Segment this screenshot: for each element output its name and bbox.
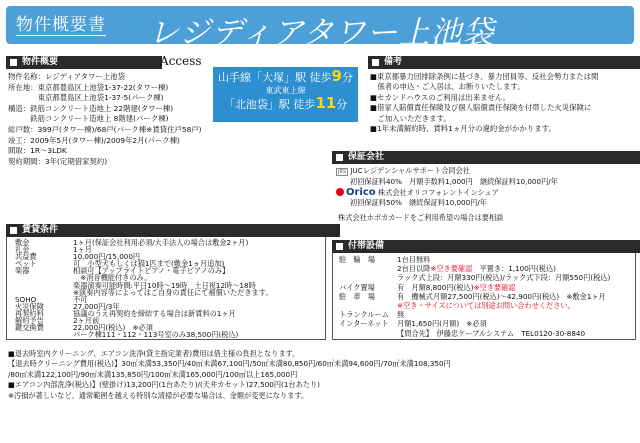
- facility-value: ラック式上段：月額330円(税込)/ラック式下段：月額550円(税込): [397, 273, 611, 283]
- rent-value: 1ヶ月(保証会社利用必須/大手法人の場合は敷金2ヶ月): [73, 238, 249, 247]
- access-line3-unit: 分: [336, 98, 348, 111]
- facilities-list: [333, 253, 635, 338]
- guarantee-note: 株式会社ホポカカードをご利用希望の場合は要相談: [338, 213, 504, 222]
- property-title: レジディアタワー上池袋: [148, 15, 495, 51]
- rent-key: 共益費: [15, 252, 37, 262]
- overview-line: 総戸数：399戸(タワー棟)/68戸(パーク棟※賃貸住戸58戸): [8, 124, 202, 134]
- facility-row: [339, 310, 635, 319]
- remarks-line: ■セカンドハウスのご利用は出来ません。: [370, 92, 511, 102]
- rent-value: 22,000円(税込) ※必須: [73, 323, 153, 333]
- access-line1-unit: 分: [341, 71, 353, 84]
- facility-value: 有 機械式月額27,500円(税込)～42,900円(税込): [397, 291, 560, 301]
- guarantee-company2-terms: 初回保証料50% 継続保証料10,000円/年: [350, 198, 487, 207]
- access-line-kitaikebukuro: [213, 96, 358, 112]
- facility-row: [339, 273, 635, 282]
- header-banner: [6, 6, 634, 51]
- rent-value: 不可: [73, 294, 88, 304]
- facility-value: 1台目無料: [397, 255, 431, 264]
- facility-key: [339, 264, 397, 273]
- facility-row: [339, 292, 635, 301]
- access-station-otsuka: 大塚: [262, 71, 285, 84]
- facility-key: [339, 273, 397, 282]
- rent-key: 解約予告: [15, 316, 44, 326]
- rent-box: [6, 237, 326, 340]
- rent-value: 協議のうえ再契約を締結する場合は新賃料の1ヶ月: [73, 308, 236, 318]
- facility-note-red: ※空き要確認: [473, 282, 516, 292]
- rent-section-label: [6, 224, 340, 237]
- overview-line: 竣工：2009年5月(タワー棟)/2009年2月(パーク棟): [8, 135, 180, 145]
- orico-logo-icon: [336, 188, 344, 196]
- overview-line: 東京都豊島区上池袋1-37-5(パーク棟): [8, 93, 164, 103]
- facility-value: 無: [397, 310, 405, 320]
- remarks-label-text: 備考: [384, 57, 403, 67]
- access-line-tobu: 東武東上線: [265, 86, 306, 95]
- access-line1-prefix: 山手線「: [218, 71, 263, 84]
- overview-section-label: [6, 56, 162, 69]
- facility-key: トランクルーム: [339, 310, 389, 320]
- remarks-line: 係者の申込・ご入居は、お断りいたします。: [370, 82, 525, 92]
- footer-notes: [8, 349, 634, 401]
- rent-row: [15, 267, 325, 274]
- guarantee-section-label: [332, 151, 640, 164]
- footer-line: ■エアコン内部洗浄(税込)】(壁掛け)13,200円(1台あたり)/(天井カセット)27,500円(1台あたり): [8, 380, 320, 390]
- footer-line: 【退去時クリーニング費用(税込)】30㎡未満53,350円/40㎡未満67,100円/50㎡未満80,850円/60㎡未満94,600円/70㎡未満108,350円: [8, 359, 451, 369]
- access-box: [213, 67, 358, 122]
- facility-row: [339, 329, 635, 338]
- facility-key: [339, 329, 397, 338]
- rent-row: [15, 310, 325, 317]
- facility-key: [339, 301, 397, 310]
- guarantee-company1-terms: 初回保証料40% 月額手数料1,000円 継続保証料10,000円/年: [350, 177, 558, 186]
- facility-row: [339, 283, 635, 292]
- facilities-section-label: [332, 240, 640, 253]
- guarantee-company2: [336, 188, 634, 198]
- facilities-box: [332, 253, 636, 340]
- facility-value-after: 平置き：1,100円(税込): [472, 264, 556, 274]
- overview-line: 間取：1R～3LDK: [8, 146, 67, 156]
- rent-value: 相談可【アップライトピアノ・電子ピアノのみ】: [73, 266, 230, 276]
- remarks-line: ■東京都暴力団排除条例に基づき、暴力団員等、反社会勢力または関: [370, 72, 599, 81]
- rent-list: [7, 237, 325, 338]
- remarks-section-label: [368, 56, 640, 69]
- rent-value: ※消音機能付きのみ。: [73, 273, 152, 283]
- rent-key: 鍵交換費: [15, 323, 44, 333]
- facility-value: 【問合先】 伊藤忠ケーブルシステム TEL0120-30-8840: [397, 328, 586, 338]
- rent-key: SOHO: [15, 294, 37, 304]
- overview-line: 契約期間：3年(定期借家契約): [8, 156, 108, 166]
- remarks-list: [370, 72, 634, 134]
- footer-line: ※汚損が著しいなど、通常範囲を越える特別な清掃が必要な場合は、金額が変更になります。: [8, 390, 309, 400]
- access-line3-prefix: 「: [223, 98, 235, 111]
- rent-key: 敷金: [15, 238, 30, 247]
- rent-row: [15, 246, 325, 253]
- document-subtitle: 物件概要書: [16, 15, 106, 35]
- rent-key: [15, 331, 73, 338]
- facility-value: 有 月額8,800円(税込): [397, 282, 474, 292]
- rent-row: [15, 289, 325, 296]
- rent-key: ペット: [15, 259, 37, 269]
- rent-value: 10,000円/15,000円: [73, 252, 141, 262]
- facility-value: 月額1,650円(月額) ※必須: [397, 319, 487, 329]
- remarks-line: ご加入いただきます。: [370, 113, 451, 123]
- rent-key: 火災保険: [15, 301, 44, 311]
- orico-logo-text: Orico: [346, 187, 376, 198]
- facility-key: 駐 車 場: [339, 291, 375, 301]
- guarantee-label-text: 保証会社: [348, 152, 385, 162]
- remarks-line: ■1年未満解約時、賃料1ヵ月分の違約金がかかります。: [370, 124, 556, 134]
- access-minutes-otsuka: 9: [331, 67, 342, 85]
- rent-value: 可 小型犬もしくは猫1匹まで(敷金1ヵ月追加): [73, 259, 225, 269]
- rent-value: 1ヶ月: [73, 245, 92, 255]
- rent-row: [15, 331, 325, 338]
- access-station-kitaikebukuro: 北池袋: [234, 98, 268, 111]
- facility-row: [339, 264, 635, 273]
- guarantee-company2-name: 株式会社オリコフォレントインシュア: [377, 188, 499, 197]
- rent-row: [15, 317, 325, 324]
- footer-line: ■退去時室内クリーニング、エアコン洗浄(貸主指定業者)費用は借主様の負担となります。: [8, 349, 300, 358]
- rent-value: 27,000円/3年: [73, 301, 120, 311]
- facility-note-red: ※空き要確認: [430, 264, 473, 274]
- rent-value: 楽器演奏可能時間:平日10時～19時 土日祝12時～18時: [73, 280, 256, 290]
- facility-note-red: ※空き・サイズについては別途お問い合わせください。: [397, 301, 575, 311]
- overview-line: 鉄筋コンクリート造地上 8階建(パーク棟): [8, 114, 169, 124]
- facility-key: 駐 輪 場: [339, 255, 375, 264]
- rent-value: 2ヶ月前: [73, 316, 100, 326]
- overview-line: 所在地：東京都豊島区上池袋1-37-22(タワー棟): [8, 82, 169, 92]
- access-heading: Access: [160, 54, 202, 68]
- guarantee-company1: [336, 166, 634, 177]
- jrs-logo: JRS: [338, 169, 347, 175]
- rent-key: 再契約料: [15, 308, 44, 318]
- remarks-line: ■借家人賠償責任保険及び個人賠償責任保険を付帯した火災保険に: [370, 103, 592, 113]
- rent-label-text: 賃貸条件: [22, 225, 59, 235]
- access-line-otsuka: [213, 69, 358, 85]
- rent-value: パーク棟111・112・113号室のみ38,500円(税込): [73, 330, 239, 340]
- facility-row: [339, 301, 635, 310]
- guarantee-company1-name: JUCレジデンシャルサポート合同会社: [350, 166, 470, 175]
- rent-key: [15, 274, 73, 281]
- rent-value: ※演奏内容等によってはご自身の責任にて補償いただきます。: [73, 287, 273, 297]
- access-line3-suffix: 」駅 徒歩: [267, 98, 316, 111]
- rent-row: [15, 296, 325, 303]
- access-line1-suffix: 」駅 徒歩: [284, 71, 332, 84]
- facility-value: 2台目以降: [397, 264, 431, 274]
- facility-row: [339, 319, 635, 328]
- facility-key: バイク置場: [339, 282, 375, 292]
- overview-line: 構造：鉄筋コンクリート造地上 22階建(タワー棟): [8, 103, 174, 113]
- footer-line: /80㎡未満122,100円/90㎡未満135,850円/100㎡未満165,000円/100㎡以上165,000円: [8, 369, 298, 379]
- overview-details: [8, 72, 213, 167]
- guarantee-body: [336, 166, 634, 223]
- facility-key: インターネット: [339, 319, 389, 329]
- rent-key: 礼金: [15, 245, 30, 255]
- facilities-label-text: 付帯設備: [348, 241, 385, 251]
- rent-row: [15, 239, 325, 246]
- overview-line: 物件名称：レジディアタワー上池袋: [8, 72, 125, 81]
- rent-key: [15, 282, 73, 289]
- access-minutes-kitaikebukuro: 11: [315, 94, 337, 112]
- overview-label-text: 物件概要: [22, 57, 59, 67]
- facility-row: [339, 255, 635, 264]
- facility-value-after: ※敷金1ヶ月: [559, 291, 606, 301]
- rent-key: 楽器: [15, 266, 30, 276]
